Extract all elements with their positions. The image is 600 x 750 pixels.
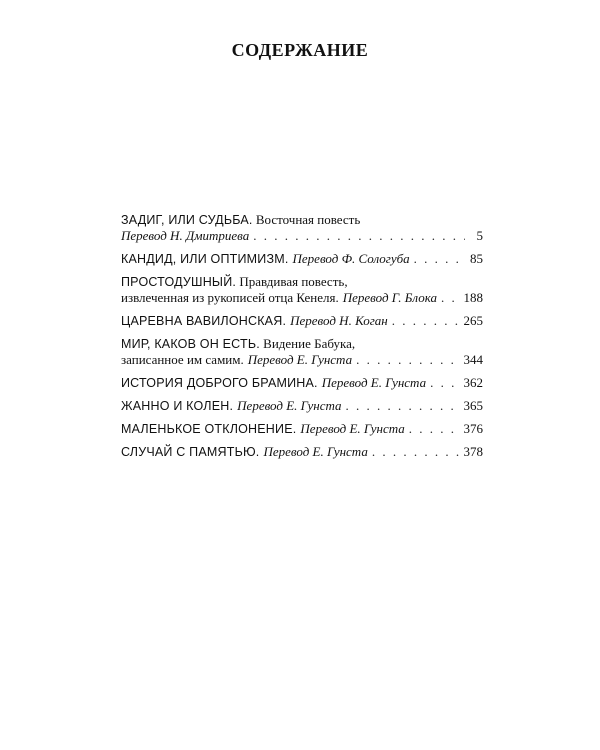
entry-translator: Перевод Е. Гунста <box>263 444 368 459</box>
toc-entry-candide[interactable] <box>121 251 483 267</box>
entry-subtitle-line2: извлеченная из рукописей отца Кенеля. <box>121 290 339 305</box>
entry-translator: Перевод Н. Коган <box>290 313 388 328</box>
entry-title: ЖАННО И КОЛЕН. <box>121 399 234 413</box>
entry-title: ПРОСТОДУШНЫЙ. <box>121 275 237 289</box>
entry-subtitle-line2: записанное им самим. <box>121 352 244 367</box>
entry-translator: Перевод Г. Блока <box>342 290 437 305</box>
entry-subtitle: Правдивая повесть, <box>239 274 348 289</box>
entry-translator: Перевод Н. Дмитриева <box>121 228 250 243</box>
toc-entry-princess-babylon[interactable] <box>121 313 483 329</box>
toc-entry-ingenu[interactable] <box>121 274 483 306</box>
entry-page-number: 376 <box>463 421 483 436</box>
entry-title: КАНДИД, ИЛИ ОПТИМИЗМ. <box>121 252 289 266</box>
entry-page-number: 378 <box>463 444 483 459</box>
page-title: СОДЕРЖАНИЕ <box>231 40 369 60</box>
entry-title: МАЛЕНЬКОЕ ОТКЛОНЕНИЕ. <box>121 422 297 436</box>
toc-entry-good-brahmin[interactable] <box>121 375 483 391</box>
table-of-contents <box>121 212 483 467</box>
entry-translator: Перевод Ф. Сологуба <box>292 251 410 266</box>
entry-subtitle: Видение Бабука, <box>263 336 356 351</box>
dot-leader <box>356 352 459 368</box>
entry-title: ЗАДИГ, ИЛИ СУДЬБА. <box>121 213 253 227</box>
entry-title: ИСТОРИЯ ДОБРОГО БРАМИНА. <box>121 376 318 390</box>
entry-translator: Перевод Е. Гунста <box>247 352 353 367</box>
toc-entry-world-as-it-is[interactable] <box>121 336 483 368</box>
entry-page-number: 188 <box>463 290 483 305</box>
dot-leader <box>409 421 460 437</box>
toc-entry-jeannot-colin[interactable] <box>121 398 483 414</box>
entry-page-number: 365 <box>463 398 483 413</box>
entry-translator: Перевод Е. Гунста <box>237 398 342 413</box>
entry-title: СЛУЧАЙ С ПАМЯТЬЮ. <box>121 445 260 459</box>
entry-page-number: 362 <box>463 375 483 390</box>
entry-subtitle: Восточная повесть <box>255 212 361 227</box>
entry-title: МИР, КАКОВ ОН ЕСТЬ. <box>121 337 260 351</box>
entry-page-number: 5 <box>476 228 483 243</box>
toc-entry-small-digression[interactable] <box>121 421 483 437</box>
dot-leader <box>392 313 460 329</box>
dot-leader <box>430 375 459 391</box>
entry-translator: Перевод Е. Гунста <box>300 421 405 436</box>
entry-page-number: 344 <box>463 352 483 367</box>
dot-leader <box>372 444 460 460</box>
dot-leader <box>346 398 460 414</box>
dot-leader <box>253 228 465 244</box>
toc-entry-zadig[interactable] <box>121 212 483 244</box>
entry-page-number: 85 <box>470 251 483 266</box>
toc-entry-memory-incident[interactable] <box>121 444 483 460</box>
entry-page-number: 265 <box>463 313 483 328</box>
entry-title: ЦАРЕВНА ВАВИЛОНСКАЯ. <box>121 314 287 328</box>
entry-translator: Перевод Е. Гунста <box>321 375 427 390</box>
dot-leader <box>441 290 460 306</box>
dot-leader <box>414 251 465 267</box>
